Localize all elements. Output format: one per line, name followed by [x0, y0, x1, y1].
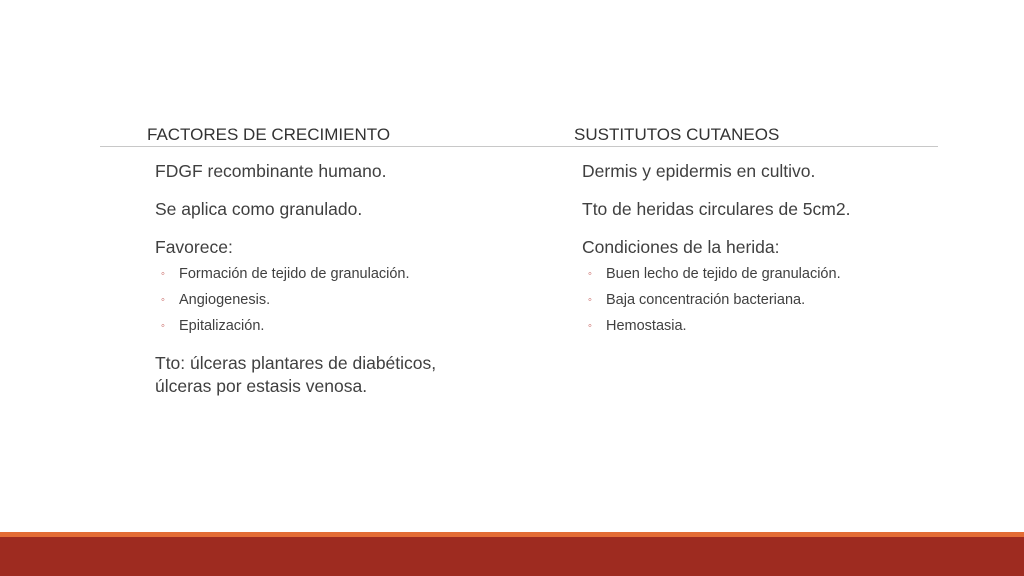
right-column	[582, 160, 962, 352]
header-divider	[100, 146, 938, 147]
left-point-favorece: Favorece:	[155, 237, 233, 257]
list-item	[155, 261, 515, 287]
right-point-dermis: Dermis y epidermis en cultivo.	[582, 161, 816, 181]
left-point-tto	[155, 352, 515, 398]
subitem-text: Formación de tejido de granulación.	[179, 266, 410, 282]
footer-bar	[0, 537, 1024, 576]
left-column-header: FACTORES DE CRECIMIENTO	[147, 125, 391, 144]
subitem-text: Hemostasia.	[606, 318, 687, 334]
left-point-fdgf: FDGF recombinante humano.	[155, 161, 387, 181]
bullet-icon: ◦	[161, 294, 165, 306]
list-item	[582, 261, 962, 287]
right-point-condiciones: Condiciones de la herida:	[582, 237, 780, 257]
right-sublist	[582, 261, 962, 339]
left-point-tto-line1: Tto: úlceras plantares de diabéticos,	[155, 353, 437, 373]
list-item	[155, 287, 515, 313]
bullet-icon: ◦	[588, 268, 592, 280]
list-item	[582, 287, 962, 313]
bullet-icon: ◦	[161, 320, 165, 332]
bullet-icon: ◦	[161, 268, 165, 280]
subitem-text: Epitalización.	[179, 318, 265, 334]
left-point-tto-line2: úlceras por estasis venosa.	[155, 376, 368, 396]
right-column-header: SUSTITUTOS CUTANEOS	[574, 125, 780, 144]
left-point-granulado: Se aplica como granulado.	[155, 199, 363, 219]
list-item	[155, 313, 515, 339]
left-column	[155, 160, 515, 413]
list-item	[582, 313, 962, 339]
subitem-text: Angiogenesis.	[179, 292, 271, 308]
subitem-text: Buen lecho de tejido de granulación.	[606, 266, 841, 282]
bullet-icon: ◦	[588, 294, 592, 306]
left-sublist	[155, 261, 515, 339]
right-point-tto: Tto de heridas circulares de 5cm2.	[582, 199, 851, 219]
subitem-text: Baja concentración bacteriana.	[606, 292, 806, 308]
bullet-icon: ◦	[588, 320, 592, 332]
